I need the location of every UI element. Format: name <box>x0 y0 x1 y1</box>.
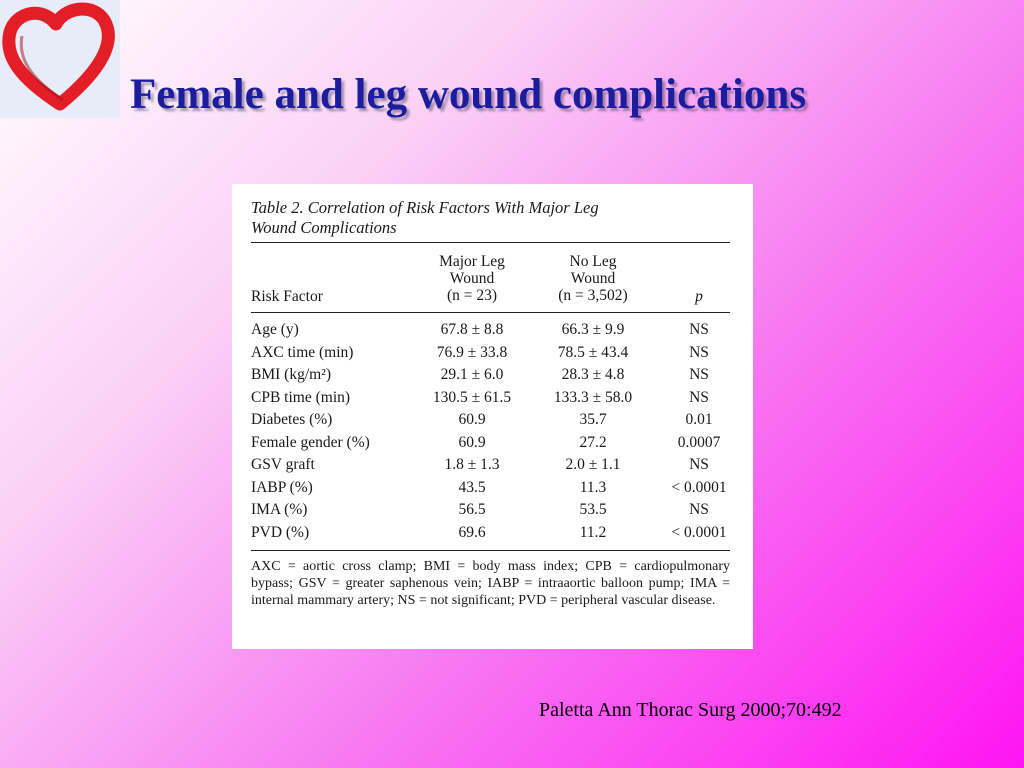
cell-no-leg-wound: 66.3 ± 9.9 <box>561 321 625 338</box>
cell-major-leg-wound: 130.5 ± 61.5 <box>432 388 512 406</box>
caption-line-2: Wound Complications <box>251 218 397 237</box>
cell-risk-factor: AXC time (min) <box>251 343 354 361</box>
cell-risk-factor: Age (y) <box>251 321 299 338</box>
cell-p-value: 0.0007 <box>677 433 721 451</box>
cell-risk-factor: IMA (%) <box>251 501 308 518</box>
cell-no-leg-wound: 11.2 <box>579 523 607 541</box>
cell-p-value: NS <box>689 343 709 361</box>
header-rule <box>251 312 730 313</box>
cell-p-value: NS <box>689 456 709 473</box>
data-table <box>232 184 753 649</box>
header-major-line-1: Major Leg <box>439 253 505 270</box>
cell-no-leg-wound: 78.5 ± 43.4 <box>557 343 629 361</box>
cell-p-value: NS <box>689 388 709 406</box>
cell-risk-factor: BMI (kg/m²) <box>251 366 331 383</box>
cell-risk-factor: Diabetes (%) <box>251 411 333 428</box>
cell-no-leg-wound: 27.2 <box>579 433 607 451</box>
cell-major-leg-wound: 43.5 <box>458 478 486 496</box>
cell-no-leg-wound: 35.7 <box>579 411 607 428</box>
cell-major-leg-wound: 76.9 ± 33.8 <box>436 343 508 361</box>
slide-title: Female and leg wound complications <box>130 71 807 118</box>
table-caption <box>251 198 599 238</box>
header-risk-factor: Risk Factor <box>251 288 323 305</box>
cell-p-value: 0.01 <box>685 411 713 428</box>
caption-line-1: Table 2. Correlation of Risk Factors With Major Leg <box>251 198 599 217</box>
cell-major-leg-wound: 60.9 <box>458 433 486 451</box>
header-none-line-1: No Leg <box>569 253 617 270</box>
header-p-value: p <box>695 288 703 305</box>
cell-risk-factor: CPB time (min) <box>251 388 351 406</box>
cell-no-leg-wound: 133.3 ± 58.0 <box>553 388 633 406</box>
cell-p-value: NS <box>689 501 709 518</box>
header-no-leg-wound <box>558 253 627 304</box>
cell-major-leg-wound: 69.6 <box>458 523 486 541</box>
cell-major-leg-wound: 1.8 ± 1.3 <box>444 456 500 473</box>
cell-major-leg-wound: 29.1 ± 6.0 <box>440 366 504 383</box>
header-none-line-2: Wound <box>570 270 616 287</box>
cell-risk-factor: Female gender (%) <box>251 433 370 451</box>
top-rule <box>251 242 730 243</box>
cell-p-value: < 0.0001 <box>671 478 727 496</box>
heart-icon <box>0 0 120 118</box>
cell-risk-factor: IABP (%) <box>251 478 313 496</box>
cell-no-leg-wound: 2.0 ± 1.1 <box>565 456 621 473</box>
citation: Paletta Ann Thorac Surg 2000;70:492 <box>539 699 842 721</box>
cell-no-leg-wound: 28.3 ± 4.8 <box>561 366 625 383</box>
cell-p-value: < 0.0001 <box>671 523 727 541</box>
cell-p-value: NS <box>689 321 709 338</box>
bottom-rule <box>251 550 730 551</box>
cell-no-leg-wound: 53.5 <box>579 501 607 518</box>
cell-risk-factor: GSV graft <box>251 456 315 473</box>
table-footnote: AXC = aortic cross clamp; BMI = body mass index; CPB = cardiopulmonary bypass; GSV = greater saphenous vein; IABP = intraaortic balloon pump; IMA = internal mammary artery; NS = not significant; PVD = peripheral vascular disease. <box>251 559 730 608</box>
header-major-line-3: (n = 23) <box>446 287 498 304</box>
cell-p-value: NS <box>689 366 709 383</box>
logo <box>0 0 120 118</box>
cell-major-leg-wound: 56.5 <box>458 501 486 518</box>
header-none-line-3: (n = 3,502) <box>558 287 628 304</box>
cell-risk-factor: PVD (%) <box>251 523 310 541</box>
header-major-leg-wound <box>439 253 505 304</box>
cell-major-leg-wound: 60.9 <box>458 411 486 428</box>
header-major-line-2: Wound <box>449 270 495 287</box>
cell-major-leg-wound: 67.8 ± 8.8 <box>440 321 504 338</box>
cell-no-leg-wound: 11.3 <box>579 478 607 496</box>
